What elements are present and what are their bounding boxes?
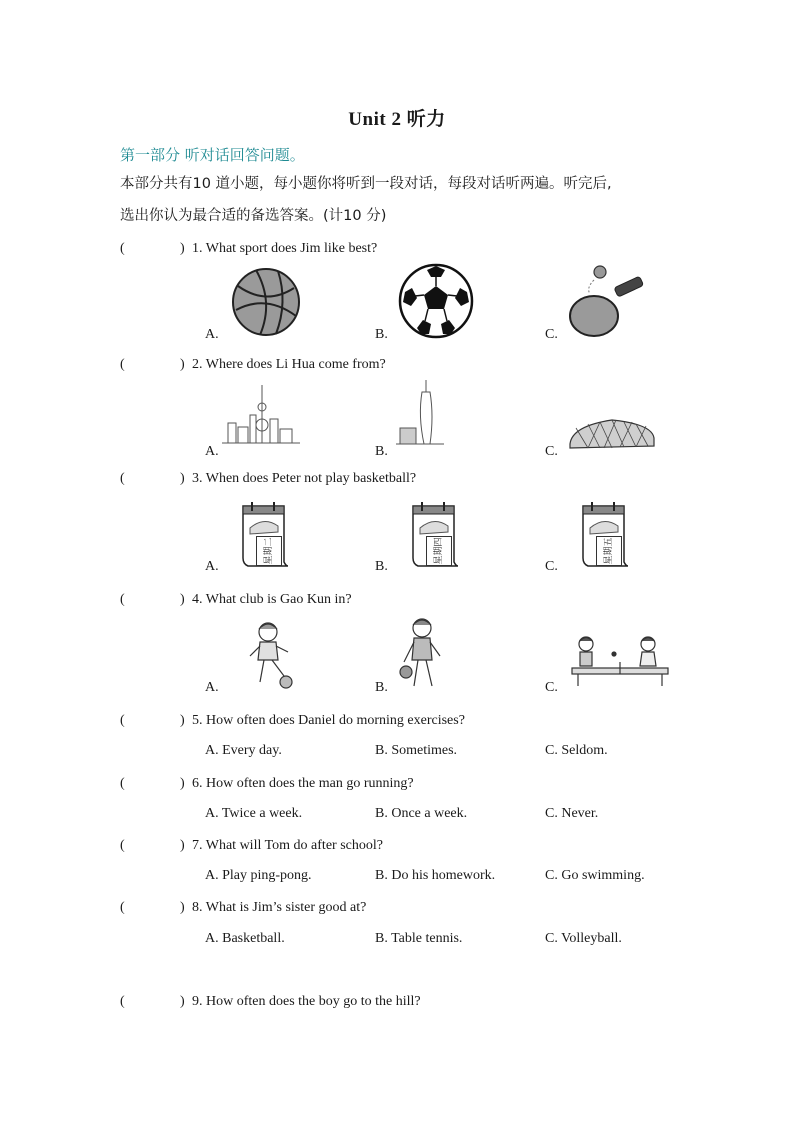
calendar-day-label: 星期四 xyxy=(426,536,452,566)
option-a[interactable]: A. Every day. xyxy=(205,743,282,758)
option-a-label: A. xyxy=(205,327,219,342)
kids-ping-pong-icon xyxy=(570,634,670,688)
answer-blank-close: ) xyxy=(180,994,185,1009)
question-number: 4. xyxy=(192,592,203,607)
section-title: 第一部分 听对话回答问题。 xyxy=(120,146,305,164)
option-c-label: C. xyxy=(545,559,558,574)
question-text: How often does the man go running? xyxy=(206,776,414,791)
answer-blank-open[interactable]: ( xyxy=(120,776,125,791)
question-number: 5. xyxy=(192,713,203,728)
answer-blank-close: ) xyxy=(180,776,185,791)
question-number: 8. xyxy=(192,900,203,915)
answer-blank-open[interactable]: ( xyxy=(120,241,125,256)
answer-blank-open[interactable]: ( xyxy=(120,592,125,607)
option-c[interactable]: C. Seldom. xyxy=(545,743,608,758)
instructions-line-2: 选出你认为最合适的备选答案。(计10 分) xyxy=(120,208,387,224)
answer-blank-close: ) xyxy=(180,471,185,486)
page-title: Unit 2 听力 xyxy=(348,109,446,130)
question-text: How often does the boy go to the hill? xyxy=(206,994,421,1009)
question-text: Where does Li Hua come from? xyxy=(205,357,386,372)
question-text: What will Tom do after school? xyxy=(205,838,383,853)
option-c-label: C. xyxy=(545,444,558,459)
answer-blank-open[interactable]: ( xyxy=(120,357,125,372)
option-b[interactable]: B. Once a week. xyxy=(375,806,468,821)
option-a[interactable]: A. Basketball. xyxy=(205,931,285,946)
calendar-icon xyxy=(240,502,290,568)
question-number: 3. xyxy=(192,471,203,486)
answer-blank-open[interactable]: ( xyxy=(120,471,125,486)
ping-pong-paddle-icon xyxy=(566,264,646,340)
answer-blank-close: ) xyxy=(180,241,185,256)
question-number: 9. xyxy=(192,994,203,1009)
option-c[interactable]: C. Go swimming. xyxy=(545,868,645,883)
option-a-label: A. xyxy=(205,680,219,695)
boy-basketball-icon xyxy=(396,616,450,692)
birds-nest-stadium-icon xyxy=(568,414,656,450)
question-text: What is Jim’s sister good at? xyxy=(205,900,367,915)
football-icon xyxy=(397,262,475,340)
question-text: When does Peter not play basketball? xyxy=(205,471,417,486)
option-c-label: C. xyxy=(545,327,558,342)
option-c-label: C. xyxy=(545,680,558,695)
option-b[interactable]: B. Table tennis. xyxy=(375,931,463,946)
answer-blank-close: ) xyxy=(180,357,185,372)
question-number: 7. xyxy=(192,838,203,853)
question-number: 2. xyxy=(192,357,203,372)
option-b-label: B. xyxy=(375,680,388,695)
option-a[interactable]: A. Twice a week. xyxy=(205,806,303,821)
answer-blank-open[interactable]: ( xyxy=(120,713,125,728)
calendar-day-label: 星期五 xyxy=(596,536,622,566)
option-b[interactable]: B. Sometimes. xyxy=(375,743,458,758)
answer-blank-open[interactable]: ( xyxy=(120,994,125,1009)
answer-blank-close: ) xyxy=(180,838,185,853)
question-text: How often does Daniel do morning exercises? xyxy=(206,713,465,728)
answer-blank-close: ) xyxy=(180,592,185,607)
calendar-icon xyxy=(410,502,460,568)
guangzhou-tower-icon xyxy=(396,380,444,448)
boy-football-icon xyxy=(246,620,298,690)
question-number: 1. xyxy=(192,241,203,256)
option-b-label: B. xyxy=(375,559,388,574)
option-c[interactable]: C. Never. xyxy=(545,806,599,821)
option-a[interactable]: A. Play ping-pong. xyxy=(205,868,312,883)
question-text: What sport does Jim like best? xyxy=(205,241,378,256)
option-b-label: B. xyxy=(375,327,388,342)
question-number: 6. xyxy=(192,776,203,791)
calendar-icon xyxy=(580,502,630,568)
basketball-icon xyxy=(230,266,302,338)
question-text: What club is Gao Kun in? xyxy=(205,592,352,607)
option-a-label: A. xyxy=(205,559,219,574)
shanghai-skyline-icon xyxy=(222,385,300,447)
option-b-label: B. xyxy=(375,444,388,459)
answer-blank-close: ) xyxy=(180,713,185,728)
answer-blank-open[interactable]: ( xyxy=(120,900,125,915)
answer-blank-open[interactable]: ( xyxy=(120,838,125,853)
instructions-line-1: 本部分共有10 道小题，每小题你将听到一段对话，每段对话听两遍。听完后, xyxy=(120,176,612,192)
calendar-day-label: 星期二 xyxy=(256,536,282,566)
option-b[interactable]: B. Do his homework. xyxy=(375,868,496,883)
option-a-label: A. xyxy=(205,444,219,459)
answer-blank-close: ) xyxy=(180,900,185,915)
option-c[interactable]: C. Volleyball. xyxy=(545,931,622,946)
